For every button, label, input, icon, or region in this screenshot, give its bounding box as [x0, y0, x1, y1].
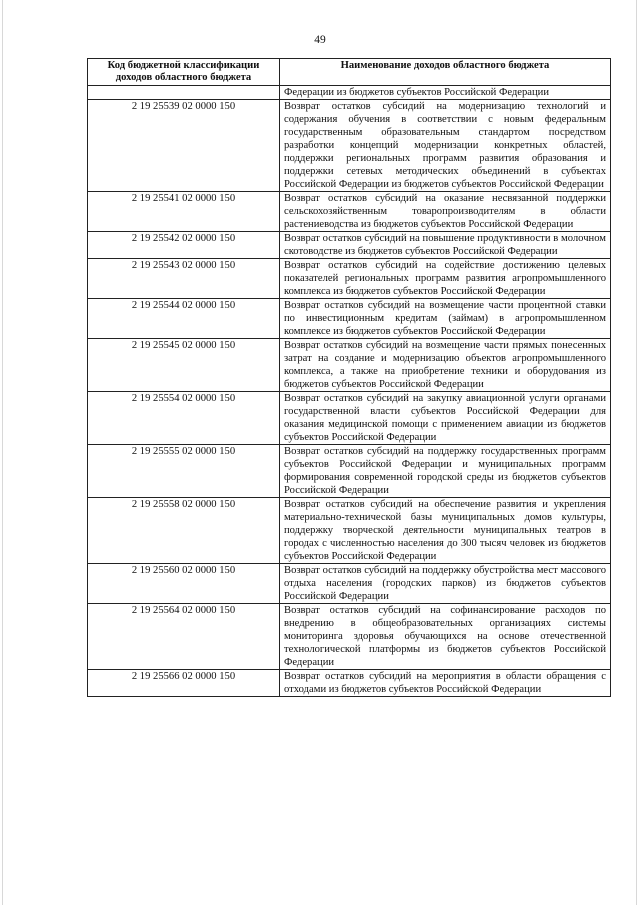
table-row: [88, 392, 611, 445]
name-cell: Возврат остатков субсидий на возмещение части процентной ставки по инвестиционным кредитам (займам) в агропромышленном комплексе из бюджетов субъектов Российской Федерации: [280, 299, 611, 339]
code-cell: 2 19 25560 02 0000 150: [88, 564, 280, 604]
name-cell: Возврат остатков субсидий на повышение продуктивности в молочном скотоводстве из бюджетов субъектов Российской Федерации: [280, 232, 611, 259]
table-row: [88, 100, 611, 192]
name-cell: Возврат остатков субсидий на мероприятия в области обращения с отходами из бюджетов субъектов Российской Федерации: [280, 670, 611, 697]
name-cell: Возврат остатков субсидий на обеспечение развития и укрепления материально-технической базы муниципальных домов культуры, поддержку творческой деятельности муниципальных театров в городах с численностью населения до 300 тысяч человек из бюджетов субъектов Российской Федерации: [280, 498, 611, 564]
code-cell: 2 19 25564 02 0000 150: [88, 604, 280, 670]
header-name: Наименование доходов областного бюджета: [280, 59, 611, 86]
name-cell: Возврат остатков субсидий на софинансирование расходов по внедрению в общеобразовательных организациях системы мониторинга здоровья обучающихся на основе отечественной технологической платформы из бюджетов субъектов Российской Федерации: [280, 604, 611, 670]
table-row: [88, 232, 611, 259]
table-row: [88, 339, 611, 392]
code-cell: 2 19 25544 02 0000 150: [88, 299, 280, 339]
table-row: [88, 445, 611, 498]
code-cell: 2 19 25545 02 0000 150: [88, 339, 280, 392]
table-body: [88, 86, 611, 697]
table-header-row: [88, 59, 611, 86]
name-cell: Возврат остатков субсидий на возмещение части прямых понесенных затрат на создание и модернизацию объектов агропромышленного комплекса, а также на приобретение техники и оборудования из бюджетов субъектов Российской Федерации: [280, 339, 611, 392]
table-row: [88, 564, 611, 604]
code-cell: 2 19 25554 02 0000 150: [88, 392, 280, 445]
table-row: [88, 670, 611, 697]
scan-edge-left: [2, 0, 3, 905]
table-row: [88, 604, 611, 670]
name-cell: Возврат остатков субсидий на поддержку государственных программ субъектов Российской Федерации и муниципальных программ формирования современной городской среды из бюджетов субъектов Российской Федерации: [280, 445, 611, 498]
code-cell: 2 19 25542 02 0000 150: [88, 232, 280, 259]
table-row: [88, 498, 611, 564]
code-cell: 2 19 25543 02 0000 150: [88, 259, 280, 299]
code-cell: 2 19 25539 02 0000 150: [88, 100, 280, 192]
code-cell: 2 19 25555 02 0000 150: [88, 445, 280, 498]
name-cell: Возврат остатков субсидий на поддержку обустройства мест массового отдыха населения (городских парков) из бюджетов субъектов Российской Федерации: [280, 564, 611, 604]
name-cell: Возврат остатков субсидий на содействие достижению целевых показателей региональных программ развития агропромышленного комплекса из бюджетов субъектов Российской Федерации: [280, 259, 611, 299]
budget-classification-table: [87, 58, 611, 697]
table-row: [88, 299, 611, 339]
code-cell: 2 19 25558 02 0000 150: [88, 498, 280, 564]
table-row: [88, 192, 611, 232]
table-row-continuation: [88, 86, 611, 100]
name-cell: Возврат остатков субсидий на модернизацию технологий и содержания обучения в соответствии с новым федеральным государственным образовательным стандартом посредством разработки концепций модернизации конкретных областей, поддержки региональных программ развития образования и поддержки сетевых методических объединений в субъектах Российской Федерации из бюджетов субъектов Российской Федерации: [280, 100, 611, 192]
table-row: [88, 259, 611, 299]
name-cell: Возврат остатков субсидий на оказание несвязанной поддержки сельскохозяйственным товаропроизводителям в области растениеводства из бюджетов субъектов Российской Федерации: [280, 192, 611, 232]
code-cell: 2 19 25541 02 0000 150: [88, 192, 280, 232]
name-cell: Возврат остатков субсидий на закупку авиационной услуги органами государственной власти субъектов Российской Федерации для оказания медицинской помощи с применением авиации из бюджетов субъектов Российской Федерации: [280, 392, 611, 445]
code-cell: 2 19 25566 02 0000 150: [88, 670, 280, 697]
header-code: Код бюджетной классификации доходов областного бюджета: [88, 59, 280, 86]
code-cell-empty: [88, 86, 280, 100]
name-cell: Федерации из бюджетов субъектов Российской Федерации: [280, 86, 611, 100]
scan-edge-right: [636, 0, 637, 905]
page-number: 49: [314, 34, 326, 46]
